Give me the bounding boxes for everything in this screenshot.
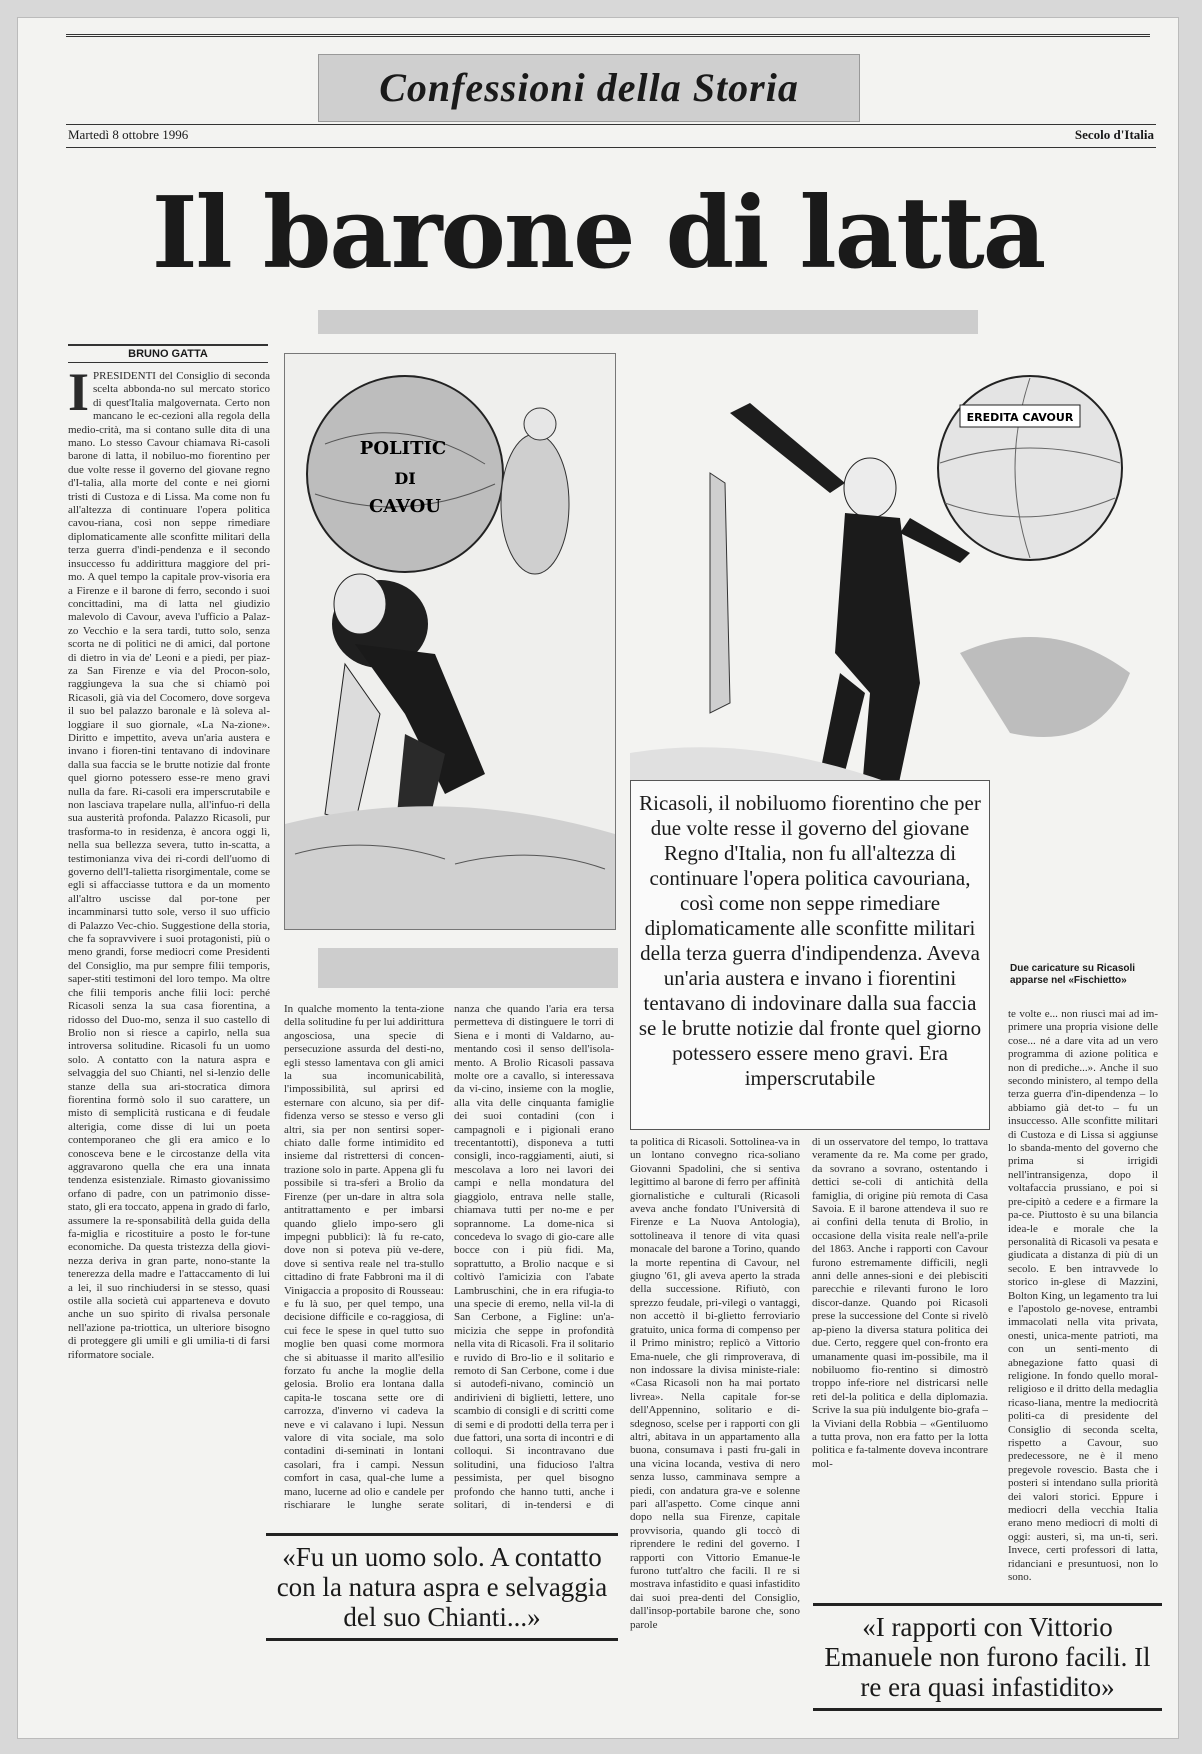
article-column-2: In qualche momento la tenta-zione della solitudine fu per lui addirittura angosciosa, una specie di persecuzione assurda del desti-no, egli stesso lamentava con gli amici la sua incomunicabilità, l'impossibilità, sul aprirsi ed esternare con alcuno, sia per dif-fidenza verso se stesso e verso gli altri, sia per non sentirsi soper-chiato dalle forme intimidito ed insieme dal ristrettersi di concen-trazione solo in parte. Appena gli fu possibile si tra-sferì a Brolio da Firenze (per un-dare in altra sola antitrattamento e per imbarsi quando glielo impo-sero gli impegni pubblici): là fu re-cato, dove non si poteva più ve-dere, dove si sentiva reale nel tra-stullo cittadino di frate Fabbroni ma il di Vinigaccia a proposito di Rousseau: e fu là suo, per quel tempo, una decisione difficile e co-raggiosa, di cui fece le spese in quel tutto suo moglie ben quasi come mormora che si abituasse il marito all'esilio forzato fu anche la moglie della gelosia. Brolio era lontana dalla capita-le toscana sette ore di carrozza, d'inverno vi cadeva la neve e vi calavano i lupi. Nessun valore di vita sociale, ma solo contadini di-seminati in lontani casolari, fra i campi. Nessun comfort in casa, qual-che lume a mano, lucerne ad olio e candele per rischiarare le lunghe serate <box>284 1003 444 1512</box>
top-rule <box>66 34 1150 37</box>
cartoon-caption: Due caricature su Ricasoli apparse nel «Fischietto» <box>1010 963 1136 986</box>
left-globe-label-2: DI <box>394 469 416 488</box>
drop-cap: I <box>68 370 90 422</box>
paper-name: Secolo d'Italia <box>1074 127 1154 142</box>
pull-quote-left: «Fu un uomo solo. A contatto con la natura aspra e selvaggia del suo Chianti...» <box>266 1533 618 1641</box>
grey-band-mid <box>318 948 618 988</box>
article-column-4: ta politica di Ricasoli. Sottolinea-va in un lontano convegno rica-soliano Giovanni Spadolini, che si sentiva legittimo al barone di ferro per affinità giornalistiche e culturali (Ricasoli aveva anche fondato l'Università di Firenze e La Nuova Antologia), sottolineava il tenore di vita quasi monacale del barone a Torino, quando la morte repentina di Cavour, nel giugno '61, gli aveva aperto la strada della successione. Rifiutò, con sprezzo feudale, pri-vilegi o vantaggi, non accettò il bi-glietto ferroviario gratuito, unica forma di compenso per il Primo ministro; replicò a Vittorio Ema-nuele, che gli rimproverava, di non indossare la divisa ministe-riale: «Casa Ricasoli non ha mai portato livrea». Nella capitale for-se dell'Appennino, solitario e di-sdegnoso, scelse per i rapporti con gli altri, abitava in un appartamento alla buona, consumava i pasti fru-gali in una vicina locanda, vestiva di nero senza lusso, camminava sempre a piedi, con andatura gra-ve e solenne pari all'aspetto. Come cinque anni dopo nella sua Firenze, capitale provvisoria, quando gli toccò di riprendere le redini del governo. I rapporti con Vittorio Emanue-le furono tutt'altro che facili. Il re si mostrava infastidito e quasi infastidito dai suoi prea-denti del Consiglio, dall'insop-portabile barone che, sono parole <box>630 1136 800 1631</box>
grey-band-top <box>318 310 978 334</box>
issue-date: Martedì 8 ottobre 1996 <box>68 127 189 142</box>
right-globe-label: EREDITA CAVOUR <box>966 411 1074 424</box>
left-globe-label-3: CAVOU <box>368 496 442 517</box>
section-kicker: Confessioni della Storia <box>318 54 860 122</box>
pull-quote-right: «I rapporti con Vittorio Emanuele non furono facili. Il re era quasi infastidito» <box>813 1603 1162 1711</box>
highlight-box: Ricasoli, il nobiluomo fiorentino che per due volte resse il governo del giovane Regno d'Italia, non fu all'altezza di continuare l'opera politica cavouriana, così come non seppe rimediare diplomaticamente alle sconfitte militari della terza guerra d'indipendenza. Aveva un'aria austera e invano i fiorentini tentavano di indovinare dalla sua faccia se le brutte notizie dal fronte quel giorno potessero essere meno gravi. Era imperscrutabile <box>630 780 990 1130</box>
article-column-1 <box>68 370 270 1700</box>
headline: Il barone di latta <box>151 176 1045 291</box>
dateline <box>66 124 1156 148</box>
article-column-6: te volte e... non riuscì mai ad im-primere una propria visione delle cose... né a dare vita ad un vero programma di azione politica e non di prediche...». Anche il suo secondo ministero, al tempo della terza guerra d'in-dipendenza – lo abbiamo già det-to – fu un insuccesso. Alle sconfitte militari di Custoza e di Lissa si aggiunse lo sbanda-mento del governo che prima si irrigidì nell'intransigenza, dopo il voltafaccia prussiano, e poi si pre-cipitò a cedere e a firmare la pa-ce. Piuttosto è su una bilancia idea-le e morale che la personalità di Ricasoli va pesata e giudicata a distanza di più di un secolo. E ben intravvede lo storico in-glese di Mazzini, Bolton King, un legamento tra lui e l'apostolo ge-novese, entrambi immacolati nella vita privata, onesti, unica-mente patrioti, ma con un senti-mento di abnegazione fatto quasi di religione. In fondo quello moral-religioso e il dritto della medaglia ricaso-liana, mentre la mediocrità politi-ca di presidente del Consiglio di seconda scelta, rispetto a Cavour, suo predecessore, ne è il meno pregevole rovescio. Basta che i posteri si intendano sulla priorità dei valori storici. Eppure i mediocri della vecchia Italia erano meno mediocri di molti di oggi: austeri, sì, ma un-ti, seri. Invece, certi professori di latta, ridanciani e presuntuosi, non lo sono. <box>1008 1008 1158 1584</box>
article-column-3: nanza che quando l'aria era tersa permetteva di distinguere le torri di Siena e i monti di Valdarno, au-mentando così il senso dell'isola-mento. A Brolio Ricasoli passava molte ore a cavallo, si interessava da vi-cino, insieme con la moglie, alla vita delle cinquanta famiglie dei suoi contadini (con i campagnoli e i pigionali erano trecentantotti), disponeva a tutti consigli, inco-raggiamenti, aiuti, si mescolava a loro nei lavori dei campi e nella mondatura del giaggiolo, entrava nelle stalle, chiamava tutti per no-me e per soprannome. La dome-nica si concedeva lo svago di gio-care alle bocce con i più fidi. Ma, soprattutto, a Brolio nacque e si coltivò l'amicizia con l'abate Lambruschini, che in era rifugia-to una specie di eremo, nella vil-la di San Cerbone, a Figline: un'a-micizia che seppe in profondità nella vita di Ricasoli. Fra il solitario e ruvido di Bro-lio e il solitario e remoto di San Cerbone, come i due si autodefi-nivano, cominciò un andirivieni di biglietti, lettere, uno scambio di consigli e di scritti come di semi e di prodotti della terra per i due fattori, una sorta di incontri e di colloqui. Si incontravano due solitudini, una fiducioso l'altra pessimista, per quel bisogno profondo che hanno tutti, anche i solitari, di in-tendersi e di <box>454 1003 614 1512</box>
article-column-5: di un osservatore del tempo, lo trattava veramente da re. Ma come per grado, da sovrano a sovrano, ostentando i dettici se-coli di antichità della famiglia, di origine più remota di Casa Savoia. E il barone attendeva il suo re ai confini della tenuta di Brolio, in occasione della visita reale nell'a-prile del 1863. Anche i rapporti con Cavour furono estremamente difficili, negli anni delle annes-sioni e dei plebisciti parecchie e rilevanti furono le loro discor-danze. Quando poi Ricasoli prese la successione del Conte si rivelò ap-pieno la diversa statura politica dei due. Certo, reggere quel con-fronto era umanamente quasi im-possibile, ma il nobiluomo fio-rentino si dimostrò troppo infe-riore nel districarsi nelle reti del-la politica e della diplomazia. Scrive la sua più indulgente bio-grafa – la Viviani della Robbia – «Gentiluomo a tutta prova, non era fatto per la lotta politica e fa-talmente doveva incontrare mol- <box>812 1136 988 1470</box>
cartoon-left <box>284 353 616 930</box>
newspaper-page <box>18 18 1178 1738</box>
cartoon-left-illustration <box>285 354 615 929</box>
left-globe-label: POLITIC <box>359 438 447 459</box>
column-1-text: PRESIDENTI del Consiglio di seconda scelta abbonda-no sul mercato storico di quest'Italia malgovernata. Certo non mancano le ec-cezioni alla regola della medio-crità, ma si contano sulle dita di una mano. Lo stesso Cavour chiamava Ri-casoli barone di latta, il nobiluo-mo fiorentino per due volte resse il governo del giovane regno d'I-talia, alla morte del conte e nei giorni tristi di Custoza e di Lissa. Ma come non fu all'altezza di continuare l'opera politica cavou-riana, così non seppe rimediare diplomaticamente alle sconfitte militari della terza guerra d'indi-pendenza e il secondo insuccesso fu addirittura maggiore del pri-mo. A quel tempo la capitale prov-visoria era a Firenze e il barone di ferro, secondo i suoi concittadini, ma di latta nel giudizio malevolo di Cavour, aveva l'ufficio a Palaz-zo Vecchio e la sera tardi, tutto solo, senza scorta ne di politici ne di amici, dal portone di dietro in via de' Leoni e a piedi, per piaz-za San Firenze e via del Procon-solo, raggiungeva la sua che si chiamò poi Ricasoli, già via del Cocomero, dove sorgeva il suo bel palazzo baronale e là soleva al-loggiare il suo giornale, «La Na-zione». Diritto e impettito, aveva un'aria austera e invano i fioren-tini tentavano di indovinare dalla sua faccia se le brutte notizie dal fronte quel giorno potessero esse-re meno gravi nulla da fare. Ri-casoli era imperscrutabile e non lasciava trapelare nulla, all'infuo-ri della sua austerità profonda. Palazzo Ricasoli, pur trasforma-to in residenza, è ancora oggi lì, nella sua bellezza severa, tutto in-scatta, a testimonianza viva dei ri-cordi dell'uomo di governo dell'I-talietta risorgimentale, come se egli si affacciasse tuttora e da un momento all'altro uscisse dal por-tone per incamminarsi tutto sole, verso il suo ufficio di Palazzo Vec-chio. Suggestione della storia, che fa sopravvivere i suoi protagonisti, più o meno grandi, forse mediocri come Presidenti del Consiglio, ma pur sempre filii temporis, saper-stiti testimoni del loro tempo. Ma oltre che filii temporis anche filii loci: perché Ricasoli senza la sua casa fiorentina, a ridosso del Duo-mo, senza il suo castello di Brolio non si riesce a capirlo, nella sua introversa solitudine. Ricasoli fu un uomo solo. A contatto con la natura aspra e selvaggia del suo Chianti, nel si-lenzio delle stanze della sua ari-stocratica dimora fiorentina formò solo il suo carattere, un misto di semplicità rusticana e di feudale alterigia, come disse di lui un poeta contemporaneo che gli era amico e lo conosceva bene e le circostanze della vita aggravarono quella che era una innata tendenza esistenziale. Rimasto giovanissimo orfano di padre, con un patrimonio disse-stato, gli era toccato, appena in grado di farlo, assumere la re-sponsabilità della guida della fa-miglia e ricostituire a posto le for-tune economiche. Da questa tristezza della giovi-nezza deriva in gran parte, nono-stante la tenerezza della madre e l'attaccamento di lui a lei, il suo rinchiudersi in se stesso, quasi ostile alla società cui apparteneva e dovuto anche un suo spirito di rivalsa personale nell'azione pa-triottica, un ulteriore bisogno di proteggere gli umili e gli umilia-ti di farsi riformatore sociale. <box>68 370 270 1361</box>
byline: BRUNO GATTA <box>68 344 268 363</box>
